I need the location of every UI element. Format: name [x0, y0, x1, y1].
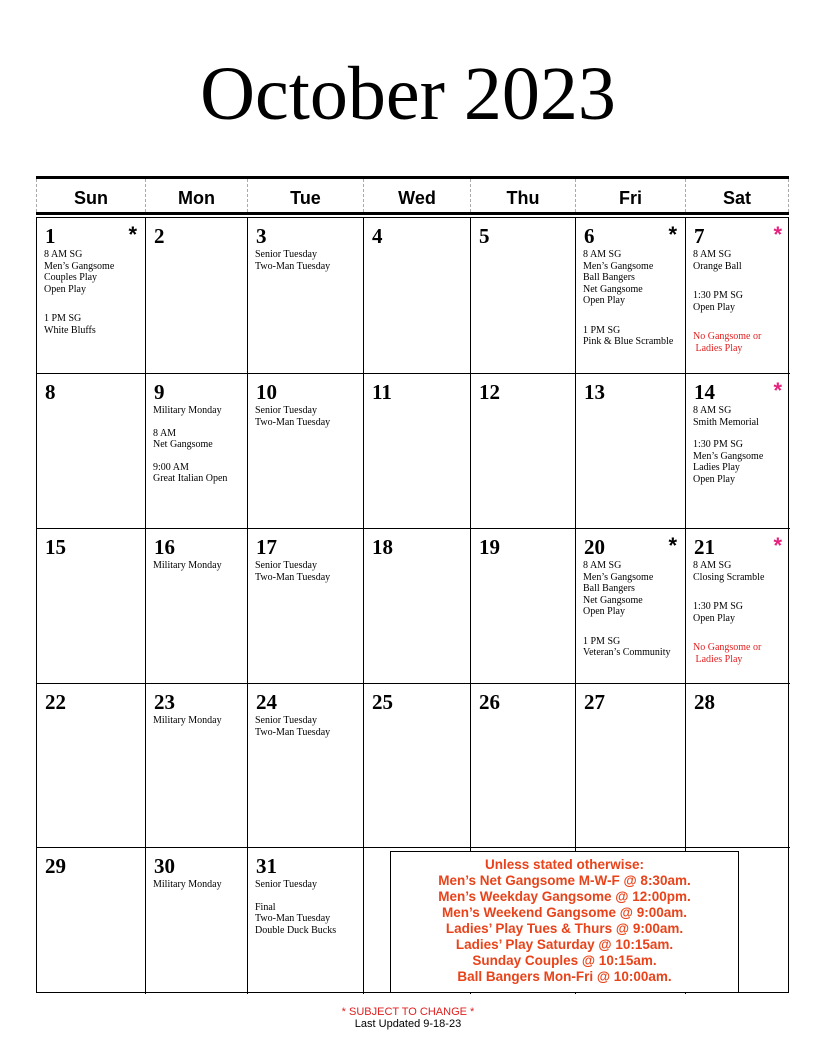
day-events	[153, 879, 222, 891]
event-spacer	[693, 583, 764, 601]
day-number: 30	[154, 854, 175, 878]
notes-line: Ladies’ Play Tues & Thurs @ 9:00am.	[445, 921, 684, 936]
event-line: Pink & Blue Scramble	[583, 336, 674, 347]
day-events	[44, 249, 114, 336]
event-line: Ladies Play	[693, 462, 740, 473]
event-line: Two-Man Tuesday	[255, 726, 331, 738]
day-cell	[37, 374, 146, 529]
day-events	[693, 560, 764, 665]
event-line: Open Play	[44, 283, 86, 295]
event-line: Ball Bangers	[583, 272, 635, 283]
day-number: 5	[479, 224, 490, 248]
day-cell	[686, 218, 790, 374]
day-number: 31	[256, 854, 277, 878]
day-cell	[686, 374, 790, 529]
event-spacer	[255, 891, 336, 902]
notes-line: Ball Bangers Mon-Fri @ 10:00am.	[457, 969, 672, 984]
event-line: Couples Play	[44, 272, 98, 283]
day-cell	[146, 529, 248, 684]
notes-line: Men’s Net Gangsome M-W-F @ 8:30am.	[438, 873, 691, 888]
day-cell	[248, 848, 364, 994]
page-title: October 2023	[200, 52, 616, 136]
event-spacer	[693, 624, 764, 642]
event-line: Military Monday	[153, 560, 222, 571]
day-events	[693, 249, 761, 354]
event-line: 1 PM SG	[44, 313, 82, 324]
day-cell	[146, 374, 248, 529]
special-event-star-icon: *	[128, 222, 137, 247]
event-line: Senior Tuesday	[255, 249, 317, 260]
event-spacer	[693, 272, 761, 290]
day-cell	[37, 218, 146, 374]
event-line: Great Italian Open	[153, 473, 228, 484]
day-number: 18	[372, 535, 393, 559]
day-cell	[364, 529, 471, 684]
day-cell	[37, 529, 146, 684]
notes-line: Ladies’ Play Saturday @ 10:15am.	[455, 937, 674, 952]
notes-line: Men’s Weekday Gangsome @ 12:00pm.	[438, 889, 691, 904]
event-line: Military Monday	[153, 879, 222, 890]
day-events	[693, 405, 763, 485]
no-gangsome-notice: No Gangsome or	[693, 642, 762, 653]
day-cell	[576, 684, 686, 848]
special-event-star-icon: *	[773, 378, 782, 403]
weekday-mon: Mon	[145, 179, 247, 212]
event-line: 8 AM SG	[583, 249, 622, 260]
day-events	[583, 560, 671, 659]
event-spacer	[153, 451, 227, 462]
day-cell	[576, 529, 686, 684]
notes-line: Sunday Couples @ 10:15am.	[472, 953, 657, 968]
event-line: Open Play	[693, 473, 735, 485]
event-line: 8 AM SG	[693, 560, 732, 571]
event-line: Open Play	[583, 606, 625, 617]
day-number: 25	[372, 690, 393, 714]
day-number: 17	[256, 535, 277, 559]
day-cell	[248, 374, 364, 529]
event-line: Net Gangsome	[583, 594, 643, 606]
day-cell	[37, 684, 146, 848]
event-line: Men’s Gangsome	[693, 450, 764, 462]
day-cell	[471, 374, 576, 529]
event-line: Ball Bangers	[583, 583, 635, 594]
event-line: Net Gangsome	[583, 283, 643, 295]
notes-line: Unless stated otherwise:	[484, 857, 645, 872]
day-number: 14	[694, 380, 715, 404]
event-line: Two-Man Tuesday	[255, 571, 331, 583]
day-number: 11	[372, 380, 392, 404]
weekday-thu: Thu	[470, 179, 575, 212]
subject-to-change-note: * SUBJECT TO CHANGE *	[341, 1006, 475, 1018]
special-event-star-icon: *	[773, 533, 782, 558]
day-events	[153, 560, 222, 572]
event-line: Double Duck Bucks	[255, 924, 337, 936]
event-line: Open Play	[693, 301, 735, 313]
event-spacer	[693, 428, 763, 439]
day-number: 9	[154, 380, 165, 404]
event-line: 9:00 AM	[153, 461, 189, 473]
event-spacer	[153, 417, 227, 428]
notes-line: Men’s Weekend Gangsome @ 9:00am.	[442, 905, 687, 920]
day-number: 26	[479, 690, 500, 714]
event-line: Net Gangsome	[153, 439, 213, 450]
default-schedule-notes	[390, 851, 739, 993]
event-line: Orange Ball	[693, 260, 742, 272]
day-number: 1	[45, 224, 56, 248]
weekday-header	[36, 176, 789, 215]
day-number: 21	[694, 535, 715, 559]
day-events	[153, 715, 222, 727]
event-line: 8 AM SG	[44, 249, 83, 260]
weekday-fri: Fri	[575, 179, 685, 212]
day-events	[255, 879, 336, 936]
special-event-star-icon: *	[773, 222, 782, 247]
day-number: 8	[45, 380, 56, 404]
day-number: 4	[372, 224, 383, 248]
special-event-star-icon: *	[668, 222, 677, 247]
event-line: 8 AM SG	[693, 249, 732, 260]
day-cell	[248, 218, 364, 374]
event-line: Men’s Gangsome	[583, 260, 654, 272]
day-cell	[364, 218, 471, 374]
day-number: 6	[584, 224, 595, 248]
day-cell	[248, 529, 364, 684]
last-updated-note: Last Updated 9-18-23	[354, 1018, 462, 1030]
no-gangsome-notice: Ladies Play	[693, 653, 743, 665]
day-number: 7	[694, 224, 705, 248]
day-events	[255, 560, 330, 583]
event-line: Senior Tuesday	[255, 560, 317, 571]
day-number: 3	[256, 224, 267, 248]
day-number: 13	[584, 380, 605, 404]
event-line: Military Monday	[153, 405, 222, 416]
day-cell	[686, 529, 790, 684]
event-line: 1 PM SG	[583, 324, 621, 336]
no-gangsome-notice: No Gangsome or	[693, 331, 762, 342]
event-line: Final	[255, 901, 276, 913]
event-line: Closing Scramble	[693, 571, 765, 583]
day-number: 23	[154, 690, 175, 714]
day-cell	[146, 218, 248, 374]
event-line: Men’s Gangsome	[44, 260, 115, 272]
day-number: 12	[479, 380, 500, 404]
event-line: 1:30 PM SG	[693, 601, 744, 612]
day-number: 24	[256, 690, 277, 714]
event-line: Senior Tuesday	[255, 879, 317, 890]
day-cell	[364, 374, 471, 529]
day-events	[255, 405, 330, 428]
day-number: 28	[694, 690, 715, 714]
event-line: Men’s Gangsome	[583, 571, 654, 583]
event-line: 1:30 PM SG	[693, 290, 744, 301]
event-line: Senior Tuesday	[255, 405, 317, 416]
event-line: 8 AM SG	[583, 560, 622, 571]
day-cell	[37, 848, 146, 994]
day-cell	[471, 529, 576, 684]
day-number: 27	[584, 690, 605, 714]
event-line: Veteran’s Community	[583, 647, 671, 658]
event-line: Open Play	[583, 295, 625, 306]
event-spacer	[693, 313, 761, 331]
no-gangsome-notice: Ladies Play	[693, 342, 743, 354]
event-line: Two-Man Tuesday	[255, 260, 331, 272]
day-number: 10	[256, 380, 277, 404]
day-number: 20	[584, 535, 605, 559]
weekday-sat: Sat	[685, 179, 789, 212]
day-events	[255, 715, 330, 738]
day-cell	[471, 684, 576, 848]
day-number: 29	[45, 854, 66, 878]
event-line: Military Monday	[153, 715, 222, 726]
day-cell	[146, 848, 248, 994]
event-line: Senior Tuesday	[255, 715, 317, 726]
event-line: 1:30 PM SG	[693, 439, 744, 450]
day-number: 19	[479, 535, 500, 559]
day-cell	[576, 218, 686, 374]
event-line: White Bluffs	[44, 324, 96, 336]
day-cell	[471, 218, 576, 374]
event-line: Two-Man Tuesday	[255, 913, 331, 924]
day-events	[255, 249, 330, 272]
event-spacer	[583, 307, 673, 325]
event-line: Two-Man Tuesday	[255, 416, 331, 428]
day-events	[153, 405, 227, 485]
event-spacer	[583, 618, 671, 636]
day-number: 15	[45, 535, 66, 559]
day-number: 16	[154, 535, 175, 559]
event-line: 8 AM SG	[693, 405, 732, 416]
event-line: Smith Memorial	[693, 416, 759, 428]
day-cell	[576, 374, 686, 529]
day-cell	[146, 684, 248, 848]
event-line: 8 AM	[153, 427, 177, 439]
event-line: Open Play	[693, 612, 735, 624]
weekday-wed: Wed	[363, 179, 470, 212]
day-cell	[248, 684, 364, 848]
day-cell	[364, 684, 471, 848]
day-number: 2	[154, 224, 165, 248]
day-cell	[686, 684, 790, 848]
special-event-star-icon: *	[668, 533, 677, 558]
weekday-tue: Tue	[247, 179, 363, 212]
day-number: 22	[45, 690, 66, 714]
day-events	[583, 249, 673, 348]
weekday-sun: Sun	[36, 179, 145, 212]
event-line: 1 PM SG	[583, 635, 621, 647]
event-spacer	[44, 295, 114, 313]
